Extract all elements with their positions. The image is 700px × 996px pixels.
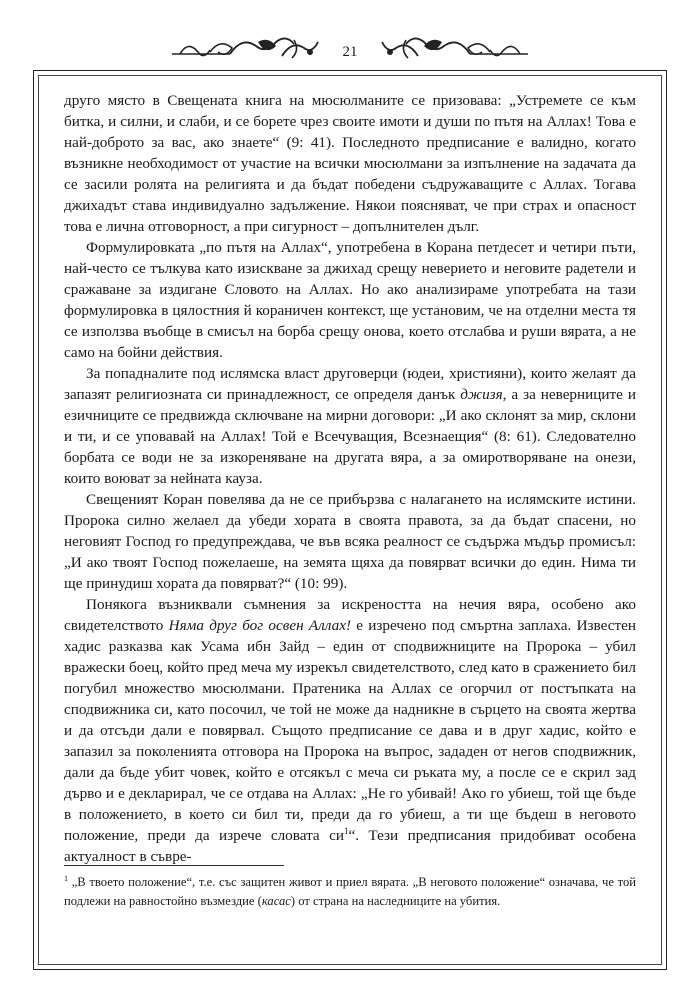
paragraph-5-end: “. Тези предписания придобиват особена актуалност в съвре- xyxy=(64,827,636,865)
paragraph-4: Свещеният Коран повелява да не се прибързва с налагането на ислямските истини. Пророка силно желаел да убеди хората в своята правота, за да бъдат спасени, но неговият Господ го предупреждава, че във всяка реалност се съдържа мъдър промисъл: „И ако твоят Господ пожелаеше, на земята щяха да повярват всички до един. Нима ти ще принудиш хората да повярват?“ (10: 99). xyxy=(64,491,636,592)
shahada-quote: Няма друг бог освен Аллах! xyxy=(168,617,351,634)
term-qisas: касас xyxy=(261,894,291,908)
footnote-marker: 1 xyxy=(64,873,68,883)
term-jizya: джизя xyxy=(460,386,503,403)
paragraph-5-middle: е изречено под смъртна заплаха. Известен хадис разказва как Усама ибн Зайд – един от сподвижниците на Пророка – убил вражески боец, който пред меча му изрекъл свидетелството, след като в сражението бил погубил множество мюсюлмани. Пратеника на Аллах се огорчил от постъпката на сподвижника си, като посочил, че той не може да надникне в сърцето на своята жертва и да отсъди дали е повярвал. Същото предписание се дава и в друг хадис, който е запазил за поколенията отговора на Пророка на въпрос, зададен от негов сподвижник, дали да бъде убит човек, който е отсякъл с меча си ръката му, а после се е скрил зад дърво и е декларирал, че се отдава на Аллах: „Не го убивай! Ако го убиеш, той ще бъде в положението, в което си бил ти, преди да го убиеш, а ти ще бъдеш в неговото положение, преди да изрече словата си xyxy=(64,617,636,844)
footnote-text-end: ) от страна на наследниците на убития. xyxy=(290,894,501,908)
footnote-divider xyxy=(64,865,284,866)
paragraph-1: друго място в Свещената книга на мюсюлманите се призовава: „Устремете се към битка, и силни, и слаби, и се борете чрез своите имоти и души по пътя на Аллах! Това е най-доброто за вас, ако знаете“ (9: 41). Последното предписание е валидно, когато възникне необходимост от участие на всички мюсюлмани за изпълнение на задачата да се засили ролята на религията и да бъдат победени съдружаващите с Аллах. Тогава джихадът става индивидуално задължение. Някои поясняват, че при страх и опасност това е лична отговорност, а при сигурност – допълнителен дълг. xyxy=(64,92,636,235)
body-text xyxy=(64,90,636,867)
paragraph-3 xyxy=(64,363,636,489)
right-ornament-icon xyxy=(380,34,530,64)
paragraph-3-start: За попадналите под ислямска власт друговерци (юдеи, християни), които желаят да запазят религиозната си принадлежност, се определя данък xyxy=(64,365,636,403)
paragraph-3-end: , а за неверниците и езичниците се предвижда сключване на мирни договори: „И ако склонят за мир, склони и ти, и се уповавай на Аллах! Той е Всечуващия, Всезнаещия“ (8: 61). Следователно борбата се води не за изкореняване на другата вяра, а за омиротворяване на онези, които воюват за нейната кауза. xyxy=(64,386,636,487)
page-header xyxy=(0,24,700,74)
paragraph-5-start: Понякога възниквали съмнения за искреността на нечия вяра, особено ако свидетелството xyxy=(64,596,636,634)
left-ornament-icon xyxy=(170,34,320,64)
footnote-text-start: „В твоето положение“, т.е. със защитен живот и приел вярата. „В неговото положение“ означава, че той подлежи на равностойно възмездие ( xyxy=(64,875,636,908)
page-number: 21 xyxy=(342,44,358,60)
paragraph-5 xyxy=(64,594,636,867)
paragraph-2: Формулировката „по пътя на Аллах“, употребена в Корана петдесет и четири пъти, най-често се тълкува като изискване за джихад срещу неверието и неговите радетели и сражаване за издигане Словото на Аллах. Но ако анализираме употребата на тази формулировка в цялостния й кораничен контекст, ще установим, че на отделни места тя се използва въобще в смисъл на борба срещу онова, което отслабва и руши вярата, а не само на бойни действия. xyxy=(64,239,636,361)
footnote xyxy=(64,873,636,911)
footnote-reference[interactable]: 1 xyxy=(343,825,349,836)
